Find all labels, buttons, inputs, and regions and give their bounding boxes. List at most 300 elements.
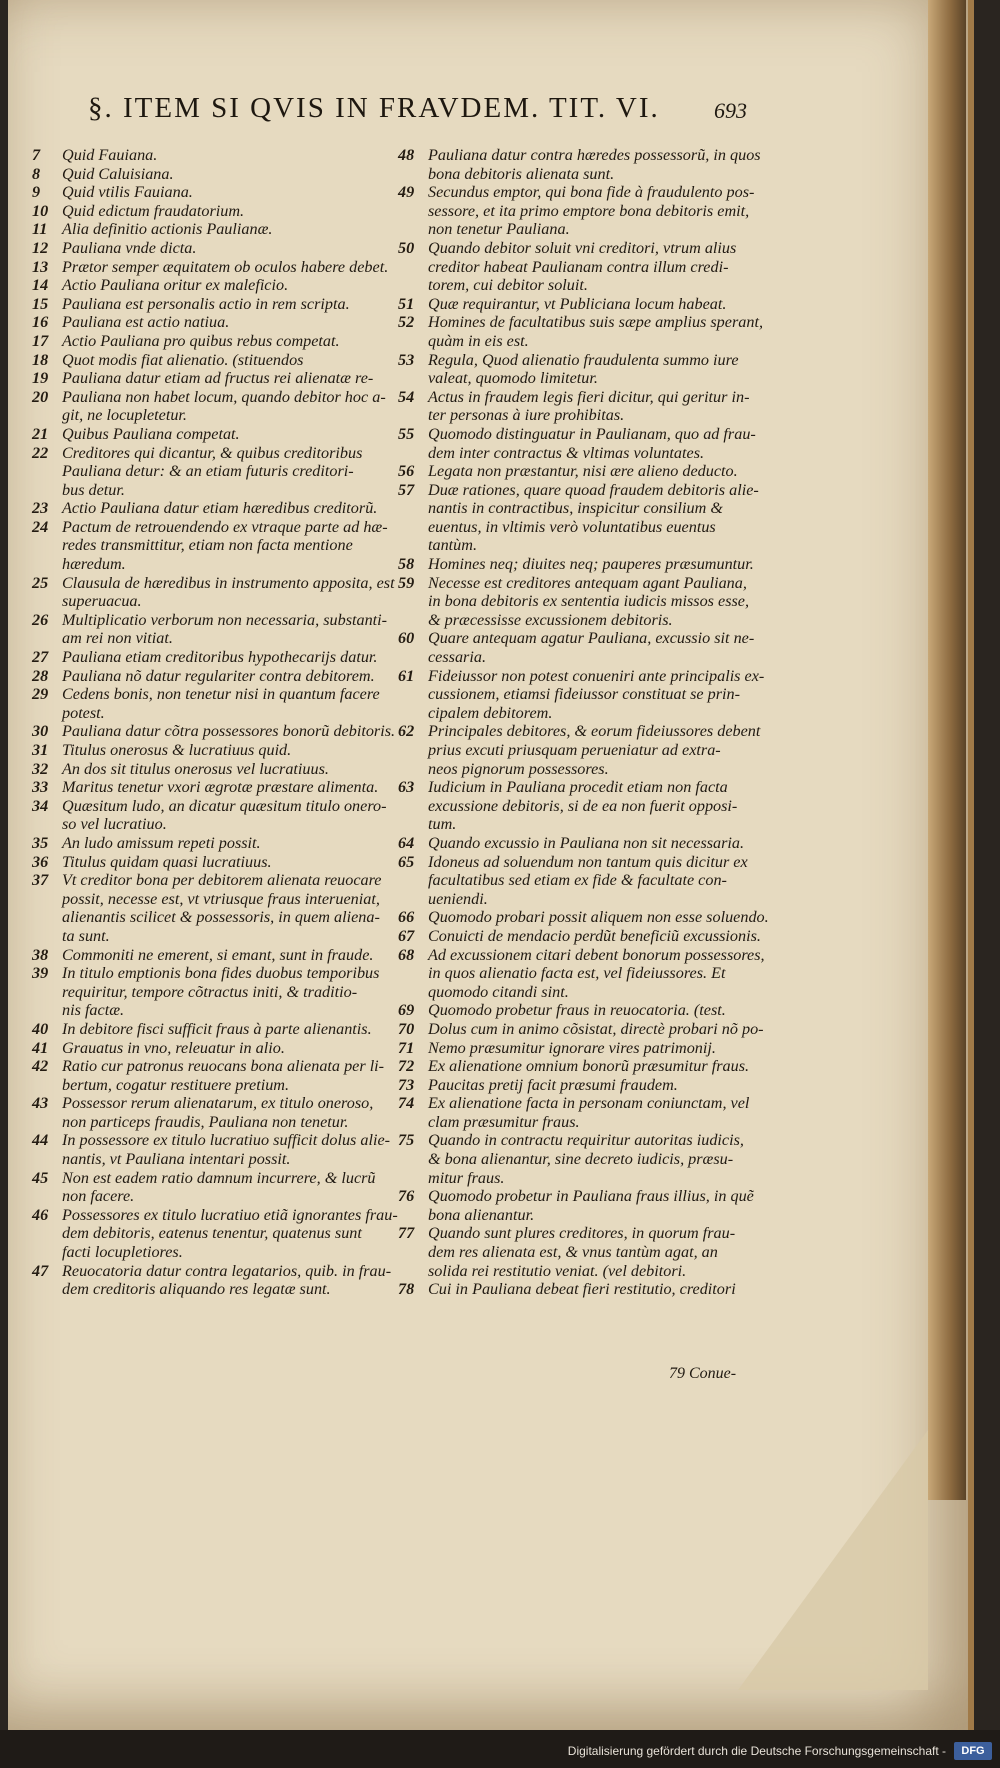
page-edge [928, 0, 966, 1500]
entry-line: Quomodo distinguatur in Paulianam, quo ad frau- [428, 424, 756, 443]
index-entry [32, 574, 410, 611]
index-entry [32, 202, 410, 221]
entry-line: Cui in Pauliana debeat fieri restitutio, creditori [428, 1280, 736, 1299]
entry-line: Paucitas pretij facit præsumi fraudem. [428, 1075, 678, 1094]
entry-line: Quibus Pauliana competat. [62, 424, 240, 443]
entry-number: 22 [32, 443, 49, 462]
index-entry [398, 778, 748, 834]
entry-number: 49 [398, 183, 415, 202]
entry-number: 8 [32, 164, 41, 183]
entry-line: Conuicti de mendacio perdũt beneficiũ excussionis. [428, 926, 761, 945]
entry-line: mitur fraus. [428, 1168, 505, 1187]
entry-line: Actus in fraudem legis fieri dicitur, qui geritur in- [428, 387, 750, 406]
entry-text [62, 444, 410, 500]
entry-line: bona debitoris alienata sunt. [428, 164, 615, 183]
entry-text [428, 629, 754, 666]
entry-text [428, 239, 748, 295]
index-entry [398, 424, 756, 462]
entry-number: 39 [32, 964, 49, 983]
entry-text [62, 1206, 410, 1262]
entry-line: potest. [62, 703, 105, 722]
index-entry [32, 1131, 410, 1168]
index-entry [398, 666, 765, 723]
entry-number: 24 [32, 517, 49, 536]
entry-line: excussione debitoris, si de ea non fuerit opposi- [428, 796, 738, 815]
entry-line: Quomodo probari possit aliquem non esse soluendo. [428, 908, 769, 927]
entry-line: cessaria. [428, 648, 486, 667]
entry-line: Pauliana detur: & an etiam futuris creditori- [62, 462, 354, 481]
entry-number: 58 [398, 555, 415, 574]
entry-line: Pauliana nõ datur regulariter contra debitorem. [62, 666, 375, 685]
index-entry [32, 1262, 410, 1299]
index-entry [32, 165, 410, 184]
entry-number: 47 [32, 1261, 49, 1280]
entry-number: 18 [32, 350, 49, 369]
entry-line: Pauliana etiam creditoribus hypothecarijs datur. [62, 648, 378, 667]
entry-line: Possessores ex titulo lucratiuo etiã ignorantes frau- [62, 1205, 398, 1224]
book-page [8, 0, 974, 1730]
entry-number: 48 [398, 146, 415, 164]
entry-text [428, 351, 748, 388]
entry-line: Fideiussor non potest conueniri ante principalis ex- [428, 666, 765, 685]
entry-line: Quomodo probetur fraus in reuocatoria. (test. [428, 1001, 726, 1020]
index-entry [398, 1076, 748, 1095]
entry-line: & præcessisse excussionem debitoris. [428, 610, 673, 629]
entry-line: quàm in eis est. [428, 331, 529, 350]
entry-line: alienantis scilicet & possessoris, in quem aliena- [62, 908, 380, 927]
index-entry [32, 648, 410, 667]
entry-number: 64 [398, 833, 415, 852]
entry-line: Actio Pauliana oritur ex maleficio. [62, 276, 289, 295]
index-entry [32, 425, 410, 444]
entry-text [428, 927, 761, 946]
entry-line: Quomodo probetur in Pauliana fraus illius, in quẽ [428, 1187, 754, 1206]
entry-text [62, 258, 410, 277]
index-entry [32, 1094, 410, 1131]
entry-line: ueniendi. [428, 889, 488, 908]
index-entry [32, 1020, 410, 1039]
entry-number: 27 [32, 648, 49, 667]
entry-line: Prætor semper æquitatem ob oculos habere debet. [62, 257, 389, 276]
entry-text [428, 853, 748, 909]
index-entry [398, 480, 759, 555]
index-entry [398, 1039, 748, 1058]
entry-number: 65 [398, 852, 415, 871]
entry-number: 17 [32, 331, 49, 350]
entry-line: Ex alienatione facta in personam coniunctam, vel [428, 1094, 750, 1113]
entry-number: 14 [32, 276, 49, 295]
entry-line: valeat, quomodo limitetur. [428, 369, 598, 388]
entry-text [62, 202, 410, 221]
entry-number: 43 [32, 1094, 49, 1113]
entry-number: 67 [398, 926, 415, 945]
entry-text [428, 834, 748, 853]
entry-line: An ludo amissum repeti possit. [62, 833, 261, 852]
entry-line: non facere. [62, 1187, 135, 1206]
entry-line: Vt creditor bona per debitorem alienata reuocare [62, 871, 382, 890]
entry-line: tantùm. [428, 536, 478, 555]
entry-number: 7 [32, 146, 41, 164]
entry-line: git, ne locupletetur. [62, 406, 187, 425]
entry-line: dem res alienata est, & vnus tantùm agat, an [428, 1243, 718, 1262]
entry-number: 74 [398, 1094, 415, 1113]
entry-text [62, 425, 410, 444]
entry-number: 50 [398, 238, 415, 257]
entry-text [62, 313, 410, 332]
index-entry [398, 1001, 748, 1020]
entry-text [62, 295, 410, 314]
index-entry [398, 574, 748, 630]
entry-line: Quando debitor soluit vni creditori, vtrum alius [428, 238, 737, 257]
entry-line: In debitore fisci sufficit fraus à parte alienantis. [62, 1019, 372, 1038]
entry-number: 71 [398, 1038, 415, 1057]
entry-line: Reuocatoria datur contra legatarios, quib. in frau- [62, 1261, 392, 1280]
index-entry [32, 518, 410, 574]
entry-line: Homines de facultatibus suis sæpe amplius sperant, [428, 313, 763, 332]
entry-line: prius excuti priusquam perueniatur ad extra- [428, 741, 721, 759]
index-entry [398, 388, 748, 425]
entry-line: creditor habeat Paulianam contra illum credi- [428, 257, 729, 276]
entry-number: 37 [32, 871, 49, 890]
entry-line: Pauliana datur etiam ad fructus rei alienatæ re- [62, 369, 374, 388]
entry-number: 61 [398, 666, 415, 685]
entry-number: 21 [32, 424, 49, 443]
index-entry [32, 332, 410, 351]
entry-text [428, 146, 761, 183]
entry-number: 66 [398, 908, 415, 927]
index-entry [398, 1057, 748, 1076]
entry-text [428, 462, 748, 481]
digitization-note: Digitalisierung gefördert durch die Deutsche Forschungsgemeinschaft - [567, 1744, 946, 1758]
entry-line: ter personas à iure prohibitas. [428, 406, 625, 425]
dfg-logo: DFG [954, 1742, 992, 1760]
entry-line: possit, necesse est, vt vtriusque fraus interueniat, [62, 889, 380, 908]
entry-line: Regula, Quod alienatio fraudulenta summo iure [428, 350, 739, 369]
entry-text [62, 146, 410, 165]
entry-text [62, 351, 410, 370]
entry-line: Pactum de retrouendendo ex vtraque parte ad hæ- [62, 517, 388, 536]
entry-line: Quid vtilis Fauiana. [62, 183, 193, 202]
entry-line: Quot modis fiat alienatio. (stituendos [62, 350, 304, 369]
entry-line: Pauliana est actio natiua. [62, 313, 230, 332]
entry-line: euentus, in vltimis verò voluntatibus euentus [428, 517, 716, 536]
entry-number: 41 [32, 1038, 49, 1057]
entry-number: 38 [32, 945, 49, 964]
index-entry [32, 722, 410, 741]
index-entry [398, 1019, 764, 1039]
entry-line: Ratio cur patronus reuocans bona alienata per li- [62, 1057, 385, 1076]
index-entry [32, 313, 410, 332]
index-entry [32, 258, 410, 277]
entry-line: Pauliana datur contra hæredes possessorũ, in quos [428, 146, 761, 164]
entry-line: & bona alienantur, sine decreto iudicis, præsu- [428, 1150, 734, 1169]
entry-text [62, 165, 410, 184]
entry-text [62, 648, 410, 667]
index-entry [32, 1169, 410, 1206]
entry-line: superuacua. [62, 592, 142, 611]
entry-number: 20 [32, 387, 49, 406]
entry-number: 40 [32, 1019, 49, 1038]
entry-text [428, 574, 749, 630]
entry-line: Idoneus ad soluendum non tantum quis dicitur ex [428, 852, 748, 871]
entry-text [428, 1020, 764, 1039]
page-header [8, 92, 968, 132]
entry-number: 16 [32, 313, 49, 332]
entry-number: 12 [32, 238, 49, 257]
entry-number: 76 [398, 1187, 415, 1206]
entry-number: 53 [398, 350, 415, 369]
entry-line: Legata non præstantur, nisi ære alieno deducto. [428, 462, 738, 481]
entry-line: redes transmittitur, etiam non facta mentione [62, 536, 353, 555]
entry-number: 45 [32, 1168, 49, 1187]
entry-number: 75 [398, 1131, 415, 1150]
entry-number: 51 [398, 294, 415, 313]
entry-number: 46 [32, 1205, 49, 1224]
index-entry [32, 667, 410, 686]
entry-text [428, 1187, 754, 1224]
entry-line: Principales debitores, & eorum fideiussores debent [428, 722, 761, 741]
entry-text [62, 964, 410, 1020]
entry-line: Creditores qui dicantur, & quibus creditoribus [62, 443, 363, 462]
entry-line: Duæ rationes, quare quoad fraudem debitoris alie- [428, 480, 759, 499]
entry-number: 28 [32, 666, 49, 685]
entry-line: Nemo præsumitur ignorare vires patrimonij. [428, 1038, 716, 1057]
entry-line: dem debitoris, eatenus tenentur, quatenus sunt [62, 1224, 362, 1243]
entry-text [62, 611, 410, 648]
entry-number: 44 [32, 1131, 49, 1150]
entry-text [428, 946, 765, 1002]
entry-number: 25 [32, 573, 49, 592]
index-entry [32, 499, 410, 518]
entry-text [62, 388, 410, 425]
entry-line: Secundus emptor, qui bona fide à fraudulento pos- [428, 183, 755, 202]
entry-text [428, 295, 748, 314]
entry-text [428, 388, 749, 425]
entry-line: Quid Caluisiana. [62, 164, 174, 183]
index-entry [398, 1280, 748, 1299]
entry-text [62, 220, 410, 239]
entry-text [62, 741, 410, 760]
entry-number: 77 [398, 1224, 415, 1243]
entry-line: Commoniti ne emerent, si emant, sunt in fraude. [62, 945, 374, 964]
entry-text [62, 946, 410, 965]
entry-line: Quando in contractu requiritur autoritas iudicis, [428, 1131, 744, 1150]
entry-line: non particeps fraudis, Pauliana non tenetur. [62, 1112, 349, 1131]
entry-line: Pauliana vnde dicta. [62, 238, 197, 257]
entry-line: Actio Pauliana pro quibus rebus competat. [62, 331, 340, 350]
entry-text [62, 834, 410, 853]
entry-text [428, 908, 769, 927]
entry-line: Actio Pauliana datur etiam hæredibus creditorũ. [62, 499, 378, 518]
index-entry [398, 629, 755, 667]
entry-number: 13 [32, 257, 49, 276]
entry-line: Necesse est creditores antequam agant Pauliana, [428, 573, 747, 592]
entry-line: Multiplicatio verborum non necessaria, substanti- [62, 610, 388, 629]
entry-line: Pauliana non habet locum, quando debitor hoc a- [62, 387, 386, 406]
index-entry [32, 146, 410, 165]
entry-text [62, 369, 410, 388]
entry-line: dem creditoris aliquando res legatæ sunt. [62, 1280, 331, 1299]
entry-line: cussionem, etiamsi fideiussor constituat se prin- [428, 685, 741, 704]
entry-line: Titulus onerosus & lucratiuus quid. [62, 741, 292, 759]
entry-line: Homines neq; diuites neq; pauperes præsumuntur. [428, 555, 754, 574]
entry-text [62, 499, 410, 518]
entry-line: hæredum. [62, 555, 126, 574]
entry-line: quomodo citandi sint. [428, 982, 569, 1001]
index-entry [32, 388, 410, 425]
entry-line: An dos sit titulus onerosus vel lucratiuus. [62, 759, 329, 778]
entry-number: 62 [398, 722, 415, 741]
entry-text [428, 1094, 749, 1131]
entry-line: Cedens bonis, non tenetur nisi in quantum facere [62, 685, 380, 704]
index-entry [32, 239, 410, 258]
entry-number: 15 [32, 294, 49, 313]
entry-text [62, 1057, 410, 1094]
entry-line: In titulo emptionis bona fides duobus temporibus [62, 964, 380, 983]
index-entry [32, 295, 410, 314]
index-entry [32, 1206, 410, 1262]
index-entry [32, 741, 410, 760]
entry-text [62, 667, 410, 686]
entry-text [428, 1057, 749, 1076]
index-entry [398, 1131, 748, 1187]
index-entry [32, 797, 410, 834]
entry-line: Grauatus in vno, releuatur in alio. [62, 1038, 285, 1057]
index-entry [32, 760, 410, 779]
index-entry [398, 926, 761, 946]
index-entry [32, 778, 410, 797]
index-entry [398, 351, 748, 388]
entry-line: bona alienantur. [428, 1205, 535, 1224]
entry-line: torem, cui debitor soluit. [428, 276, 588, 295]
entry-number: 57 [398, 480, 415, 499]
entry-number: 78 [398, 1280, 415, 1299]
entry-line: Quæ requirantur, vt Publiciana locum habeat. [428, 294, 727, 313]
entry-text [62, 797, 410, 834]
index-entry [32, 444, 410, 500]
entry-text [62, 871, 410, 945]
entry-text [62, 332, 410, 351]
entry-number: 34 [32, 796, 49, 815]
entry-line: Titulus quidam quasi lucratiuus. [62, 852, 272, 871]
entry-line: clam præsumitur fraus. [428, 1112, 580, 1131]
entry-text [428, 1076, 748, 1095]
entry-text [428, 667, 764, 723]
entry-text [62, 853, 410, 872]
index-entry [32, 853, 410, 872]
entry-line: Clausula de hæredibus in instrumento apposita, est [62, 573, 395, 592]
entry-text [62, 1039, 410, 1058]
entry-line: facti locupletiores. [62, 1243, 183, 1262]
index-entry [398, 1187, 754, 1224]
entry-number: 56 [398, 462, 415, 481]
index-entry [32, 1039, 410, 1058]
entry-number: 35 [32, 833, 49, 852]
entry-line: In possessore ex titulo lucratiuo sufficit dolus alie- [62, 1131, 391, 1150]
entry-text [62, 778, 410, 797]
entry-text [62, 276, 410, 295]
entry-text [62, 722, 410, 741]
entry-text [428, 555, 754, 574]
index-entry [398, 908, 769, 927]
entry-number: 69 [398, 1001, 415, 1020]
index-entry [32, 834, 410, 853]
entry-number: 72 [398, 1057, 415, 1076]
entry-number: 9 [32, 183, 41, 202]
entry-line: dem inter contractus & vltimas voluntates. [428, 443, 705, 462]
index-entry [32, 351, 410, 370]
entry-line: Quid Fauiana. [62, 146, 158, 164]
entry-number: 68 [398, 945, 415, 964]
entry-number: 63 [398, 778, 415, 797]
entry-line: Non est eadem ratio damnum incurrere, & lucrũ [62, 1168, 376, 1187]
index-entry [32, 946, 410, 965]
entry-text [62, 574, 410, 611]
entry-line: tum. [428, 815, 457, 834]
entry-line: sessore, et ita primo emptore bona debitoris emit, [428, 201, 750, 220]
index-entry [32, 871, 410, 945]
entry-line: bus detur. [62, 480, 125, 499]
entry-text [62, 239, 410, 258]
entry-line: Ex alienatione omnium bonorũ præsumitur fraus. [428, 1057, 750, 1076]
entry-number: 30 [32, 722, 49, 741]
entry-text [62, 518, 410, 574]
footer-bar [0, 1730, 1000, 1768]
running-title: §. ITEM SI QVIS IN FRAVDEM. TIT. VI. [88, 92, 660, 124]
entry-line: am rei non vitiat. [62, 629, 173, 648]
left-column [32, 146, 410, 1299]
index-entry [398, 146, 761, 183]
entry-line: nantis in contractibus, inspicitur consilium & [428, 499, 723, 518]
entry-number: 19 [32, 369, 49, 388]
entry-line: neos pignorum possessores. [428, 759, 609, 778]
index-entry [398, 1094, 748, 1131]
entry-text [428, 313, 763, 350]
entry-text [428, 1224, 748, 1280]
entry-line: solida rei restitutio veniat. (vel debitori. [428, 1261, 687, 1280]
entry-text [62, 760, 410, 779]
index-entry [32, 369, 410, 388]
entry-text [62, 1020, 410, 1039]
index-entry [398, 183, 755, 239]
index-entry [398, 555, 754, 574]
entry-number: 52 [398, 313, 415, 332]
entry-line: in quos alienatio facta est, vel fideiussores. Et [428, 964, 726, 983]
index-entry [398, 239, 748, 295]
entry-number: 11 [32, 220, 48, 239]
index-entry [32, 1057, 410, 1094]
index-entry [32, 276, 410, 295]
right-column [398, 146, 769, 1299]
index-entry [398, 834, 748, 853]
index-entry [398, 1224, 748, 1280]
entry-number: 36 [32, 852, 49, 871]
index-entry [32, 611, 410, 648]
index-entry [398, 313, 763, 350]
entry-line: Ad excussionem citari debent bonorum possessores, [428, 945, 765, 964]
index-entry [398, 462, 748, 481]
entry-text [62, 1169, 410, 1206]
index-entry [32, 685, 410, 722]
entry-text [428, 425, 756, 462]
entry-text [428, 183, 754, 239]
entry-text [62, 183, 410, 202]
entry-number: 32 [32, 759, 49, 778]
entry-line: Iudicium in Pauliana procedit etiam non facta [428, 778, 728, 797]
entry-text [62, 1094, 410, 1131]
entry-line: ta sunt. [62, 926, 110, 945]
entry-number: 55 [398, 424, 415, 443]
